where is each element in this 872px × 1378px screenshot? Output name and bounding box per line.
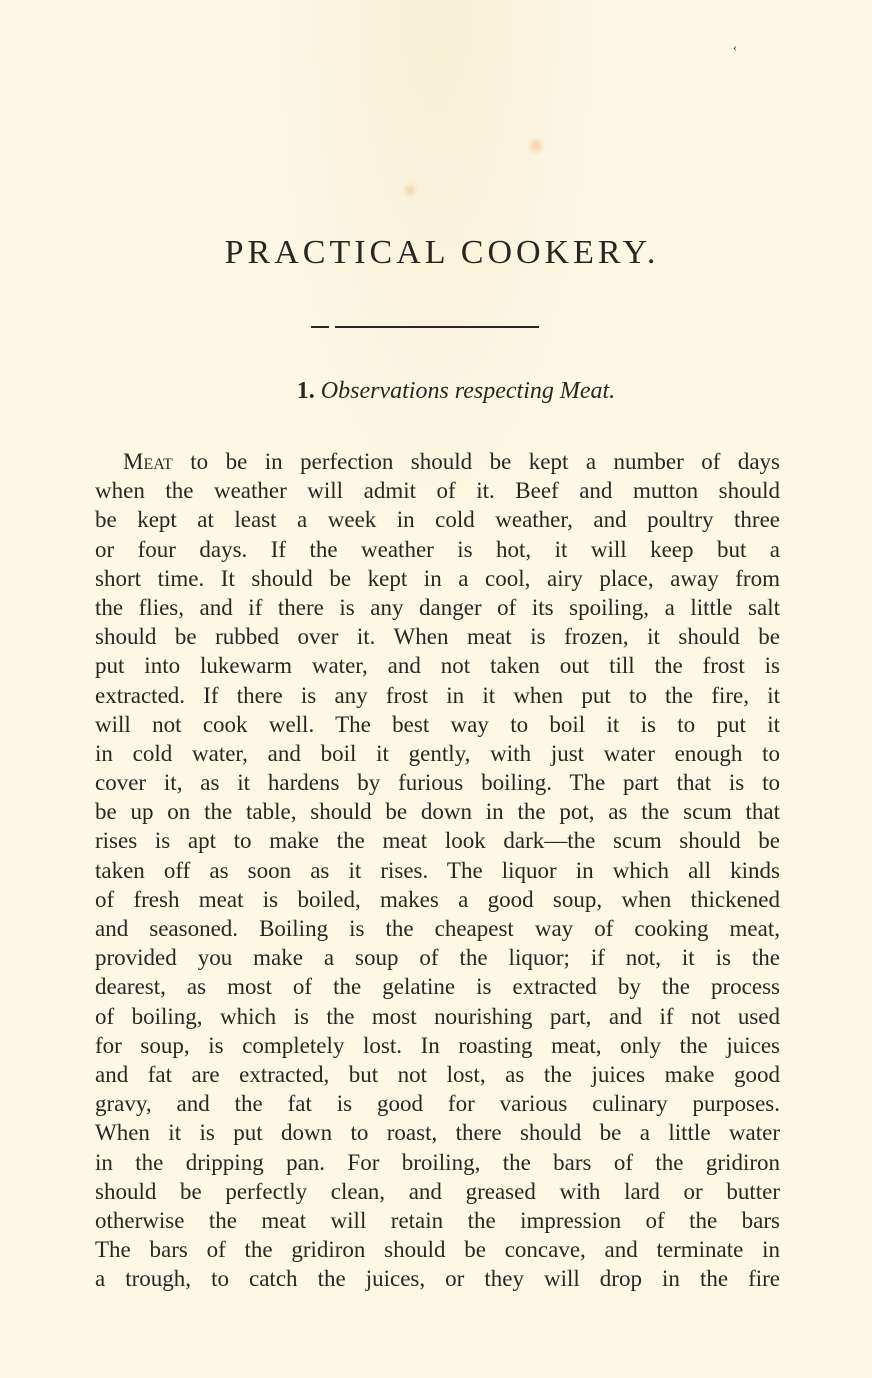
section-heading bbox=[0, 378, 872, 405]
corner-mark: ‹ bbox=[733, 40, 737, 54]
text-line: provided you make a soup of the liquor; if not, it is the bbox=[95, 945, 780, 971]
text-line: when the weather will admit of it. Beef and mutton should bbox=[95, 478, 780, 504]
paper-stain bbox=[405, 185, 415, 195]
drop-word: Meat bbox=[123, 449, 173, 474]
text-line: and fat are extracted, but not lost, as the juices make good bbox=[95, 1061, 780, 1087]
text-line: should be perfectly clean, and greased with lard or butter bbox=[95, 1178, 780, 1204]
text-line: cover it, as it hardens by furious boiling. The part that is to bbox=[95, 770, 780, 796]
text-line: be kept at least a week in cold weather, and poultry three bbox=[95, 507, 780, 533]
text-line: for soup, is completely lost. In roasting meat, only the juices bbox=[95, 1032, 780, 1058]
title-rule-short bbox=[311, 326, 329, 328]
text-line: of boiling, which is the most nourishing part, and if not used bbox=[95, 1003, 780, 1029]
title-rule bbox=[335, 326, 539, 328]
text-line: rises is apt to make the meat look dark—the scum should be bbox=[95, 828, 780, 854]
text-line-rest: to be in perfection should be kept a number of days bbox=[172, 449, 780, 474]
text-line: will not cook well. The best way to boil it is to put it bbox=[95, 711, 780, 737]
text-line: gravy, and the fat is good for various culinary purposes. bbox=[95, 1091, 780, 1117]
text-line: be up on the table, should be down in the pot, as the scum that bbox=[95, 799, 780, 825]
body-paragraph bbox=[95, 447, 780, 1293]
paper-stain bbox=[530, 140, 542, 152]
text-line: short time. It should be kept in a cool, airy place, away from bbox=[95, 565, 780, 591]
section-title: Observations respecting Meat. bbox=[320, 378, 616, 404]
text-line: otherwise the meat will retain the impression of the bars bbox=[95, 1207, 780, 1233]
page-title: PRACTICAL COOKERY. bbox=[224, 234, 660, 271]
text-line: taken off as soon as it rises. The liquor in which all kinds bbox=[95, 857, 780, 883]
text-line: extracted. If there is any frost in it when put to the fire, it bbox=[95, 682, 780, 708]
text-line: The bars of the gridiron should be concave, and terminate in bbox=[95, 1237, 780, 1263]
text-line: in cold water, and boil it gently, with just water enough to bbox=[95, 740, 780, 766]
text-line: of fresh meat is boiled, makes a good soup, when thickened bbox=[95, 886, 780, 912]
text-line: should be rubbed over it. When meat is frozen, it should be bbox=[95, 624, 780, 650]
text-line: dearest, as most of the gelatine is extracted by the process bbox=[95, 974, 780, 1000]
text-line bbox=[95, 447, 780, 476]
text-line: the flies, and if there is any danger of its spoiling, a little salt bbox=[95, 594, 780, 620]
text-line: put into lukewarm water, and not taken out till the frost is bbox=[95, 653, 780, 679]
text-line: in the dripping pan. For broiling, the bars of the gridiron bbox=[95, 1149, 780, 1175]
section-number: 1. bbox=[296, 378, 315, 404]
text-line: When it is put down to roast, there should be a little water bbox=[95, 1120, 780, 1146]
text-line: and seasoned. Boiling is the cheapest way of cooking meat, bbox=[95, 916, 780, 941]
text-line: a trough, to catch the juices, or they will drop in the fire bbox=[95, 1266, 780, 1292]
text-line: or four days. If the weather is hot, it will keep but a bbox=[95, 536, 780, 562]
